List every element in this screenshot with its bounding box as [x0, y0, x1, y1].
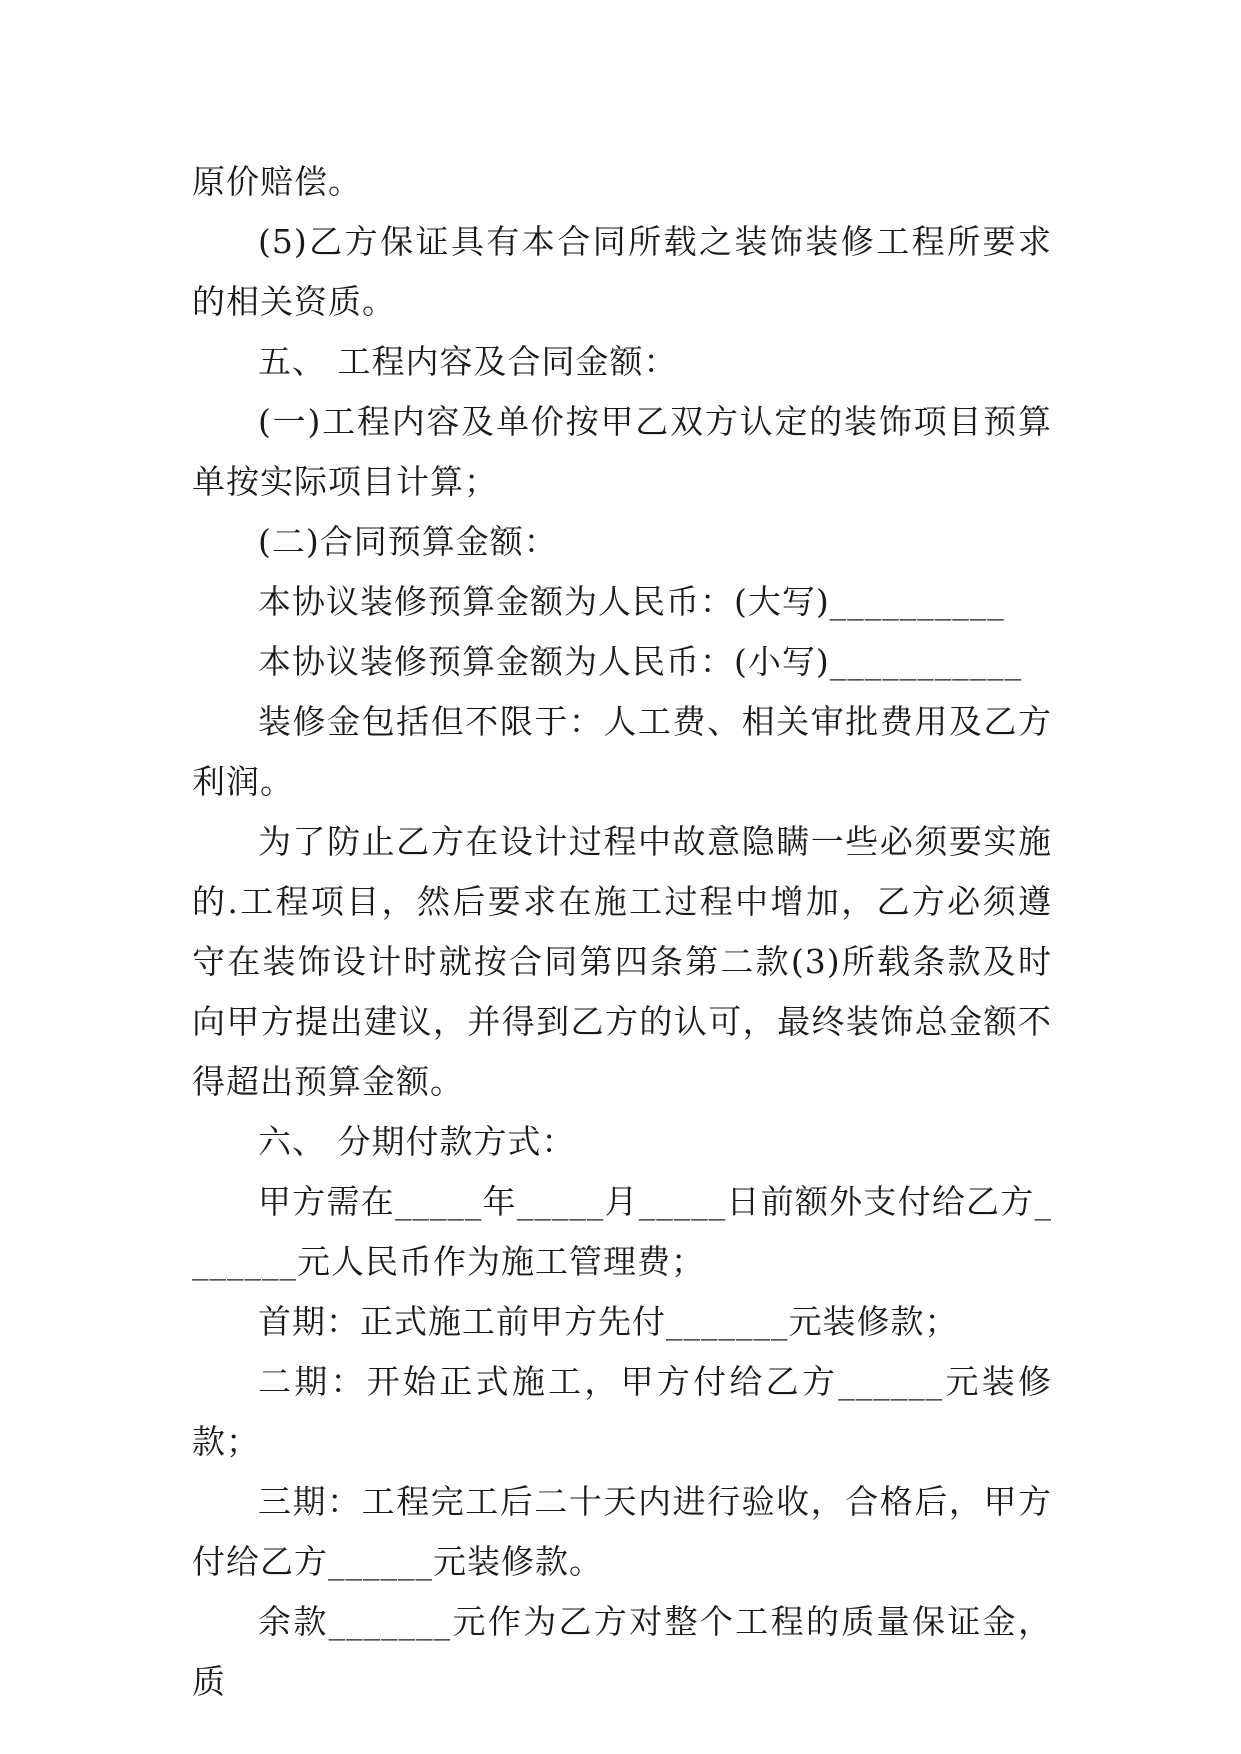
paragraph: 余款_______元作为乙方对整个工程的质量保证金，质 — [192, 1602, 1052, 1701]
paragraph: (一)工程内容及单价按甲乙双方认定的装饰项目预算单按实际项目计算； — [192, 402, 1052, 501]
paragraph: (二)合同预算金额： — [258, 522, 558, 561]
section-heading: 六、 分期付款方式： — [258, 1122, 576, 1161]
paragraph: 二期：开始正式施工，甲方付给乙方______元装修款； — [192, 1362, 1052, 1461]
paragraph: 为了防止乙方在设计过程中故意隐瞒一些必须要实施的.工程项目，然后要求在施工过程中增加，乙方必须遵守在装饰设计时就按合同第四条第二款(3)所载条款及时向甲方提出建议，并得到乙方的认可，最终装饰总金额不得超出预算金额。 — [192, 822, 1052, 1101]
paragraph: 本协议装修预算金额为人民币：(小写)___________ — [258, 642, 1023, 681]
paragraph: 原价赔偿。 — [192, 162, 362, 201]
document-body — [192, 152, 1052, 1712]
paragraph: (5)乙方保证具有本合同所载之装饰装修工程所要求的相关资质。 — [192, 222, 1052, 321]
paragraph: 首期：正式施工前甲方先付_______元装修款； — [258, 1302, 959, 1341]
paragraph: 本协议装修预算金额为人民币：(大写)__________ — [258, 582, 1005, 621]
paragraph: 甲方需在_____年_____月_____日前额外支付给乙方_______元人民币作为施工管理费； — [192, 1182, 1052, 1281]
section-heading: 五、 工程内容及合同金额： — [258, 342, 678, 381]
paragraph: 装修金包括但不限于：人工费、相关审批费用及乙方利润。 — [192, 702, 1052, 801]
paragraph: 三期：工程完工后二十天内进行验收，合格后，甲方付给乙方______元装修款。 — [192, 1482, 1052, 1581]
